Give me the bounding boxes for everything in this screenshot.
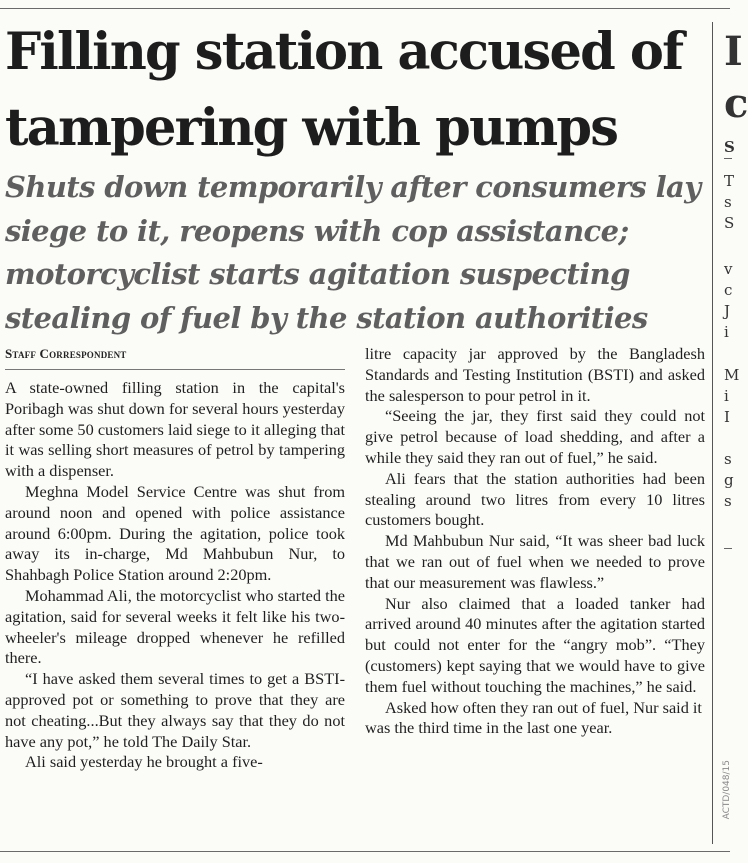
fragment: S (724, 214, 735, 232)
column-divider (712, 22, 713, 844)
byline: Staff Correspondent (5, 346, 127, 361)
fragment: T (724, 172, 735, 190)
fragment: s (724, 492, 732, 510)
paragraph: Ali fears that the station authorities had been stealing around two litres from every 10 litres customers bought. (365, 468, 705, 530)
fragment: M (724, 366, 740, 384)
fragment: I (724, 28, 743, 75)
paragraph: “I have asked them several times to get a BSTI-approved pot or something to prove that they are not cheating...But they always say that they do not have any pot,” he told The Daily Star. (5, 669, 345, 751)
article-column-left (5, 378, 345, 773)
fragment: i (724, 323, 729, 341)
paragraph: Asked how often they ran out of fuel, Nur said it was the third time in the last one year. (365, 697, 702, 738)
dash (724, 158, 732, 159)
headline: Filling station accused of tampering with pumps (5, 22, 683, 158)
dash (724, 548, 732, 549)
fragment: v (724, 260, 733, 278)
fragment: J (724, 302, 731, 320)
top-rule (0, 8, 730, 9)
byline-rule (5, 369, 345, 370)
fragment: I (724, 408, 730, 426)
fragment: s (724, 193, 732, 211)
fragment: c (724, 281, 733, 299)
fragment: g (724, 471, 734, 489)
paragraph: litre capacity jar approved by the Bangladesh Standards and Testing Institution (BSTI) and asked the salesperson to pour petrol in it. (365, 344, 705, 405)
fragment: i (724, 387, 729, 405)
paragraph: “Seeing the jar, they first said they could not give petrol because of load shedding, and after a while they said they ran out of fuel,” he said. (365, 406, 705, 467)
fragment: s (724, 450, 732, 468)
paragraph: Mohammad Ali, the motorcyclist who started the agitation, said for several weeks it felt like his two-wheeler's mileage dropped whenever he refilled there. (5, 585, 345, 668)
fragment: c (724, 80, 748, 127)
paragraph: A state-owned filling station in the capital's Poribagh was shut down for several hours yesterday after some 50 customers laid siege to it alleging that it was selling short measures of petrol by tampering with a dispenser. (5, 378, 345, 481)
fragment: S (724, 138, 735, 156)
paragraph: Nur also claimed that a loaded tanker had arrived around 40 minutes after the agitation started but could not enter for the “angry mob”. “They (customers) kept saying that we would have to give them fuel without touching the machines,” he said. (365, 593, 705, 696)
vertical-code: ACTD/048/15 (722, 760, 732, 820)
article-column-right (365, 344, 705, 739)
bottom-rule (0, 851, 730, 852)
subhead: Shuts down temporarily after consumers lay siege to it, reopens with cop assistance; motorcyclist starts agitation suspecting stealing of fuel by the station authorities (5, 170, 701, 335)
paragraph: Ali said yesterday he brought a five- (25, 752, 263, 772)
paragraph: Md Mahbubun Nur said, “It was sheer bad luck that we ran out of fuel when we needed to prove that our measurement was flawless.” (365, 531, 705, 592)
paragraph: Meghna Model Service Centre was shut from around noon and opened with police assistance around 6:00pm. During the agitation, police took away its in-charge, Md Mahbubun Nur, to Shahbagh Police Station around 2:20pm. (5, 481, 345, 585)
adjacent-article-sliver (720, 0, 748, 863)
